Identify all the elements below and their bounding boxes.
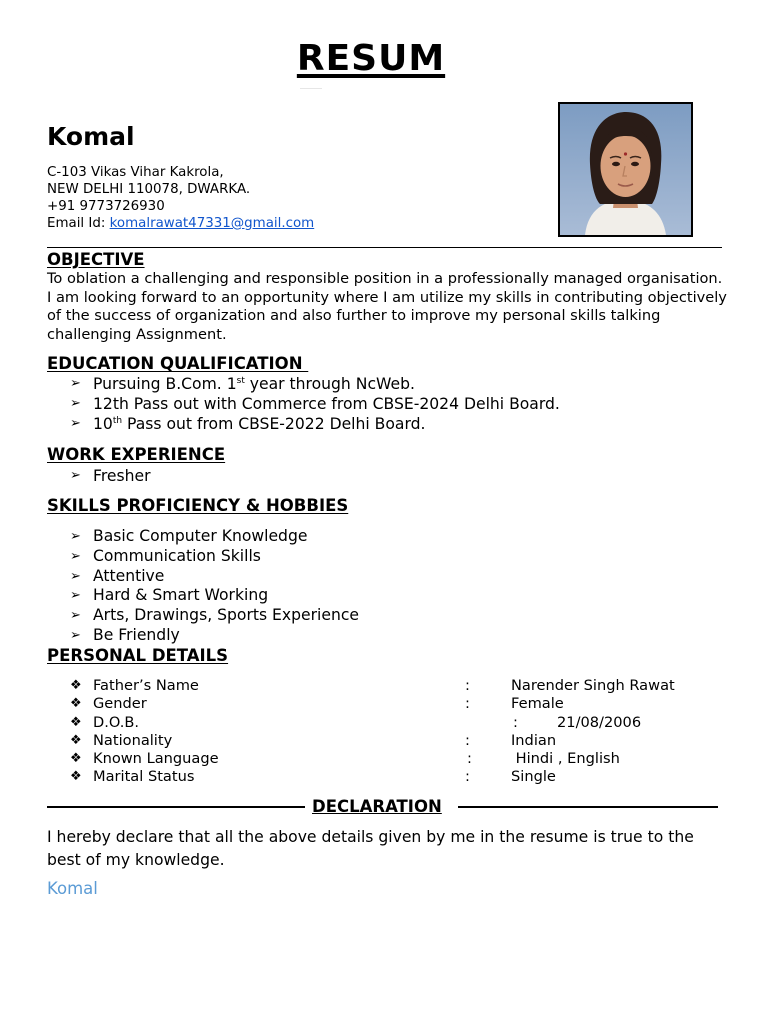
address-line-2: NEW DELHI 110078, DWARKA. bbox=[47, 182, 251, 197]
email-row bbox=[47, 215, 314, 232]
objective-text: To oblation a challenging and responsible position in a professionally managed organisation. I am looking forward to an opportunity where I am utilize my skills in contributing objectively of the success of organization and also further to improve my personal skills talking challenging Assignment. bbox=[47, 270, 727, 343]
diamond-bullet-icon: ❖ bbox=[70, 751, 82, 767]
personal-details-table bbox=[70, 677, 730, 787]
personal-heading: PERSONAL DETAILS bbox=[47, 646, 229, 665]
diamond-bullet-icon: ❖ bbox=[70, 696, 82, 712]
declaration-heading: DECLARATION bbox=[312, 797, 442, 816]
table-row: ❖ Known Language : Hindi , English bbox=[70, 750, 620, 768]
table-row: ❖ Gender : Female bbox=[70, 695, 564, 713]
objective-heading: OBJECTIVE bbox=[47, 250, 145, 269]
list-item: ➢ Basic Computer Knowledge bbox=[70, 527, 308, 545]
email-label: Email Id: bbox=[47, 216, 110, 231]
address-line-1: C-103 Vikas Vihar Kakrola, bbox=[47, 165, 224, 180]
education-list bbox=[70, 374, 560, 434]
table-row: ❖ D.O.B. : 21/08/2006 bbox=[70, 713, 642, 731]
profile-photo bbox=[558, 102, 693, 237]
arrow-bullet-icon: ➢ bbox=[70, 627, 81, 643]
arrow-bullet-icon: ➢ bbox=[70, 608, 81, 624]
arrow-bullet-icon: ➢ bbox=[70, 529, 81, 544]
table-row: ❖ Nationality : Indian bbox=[70, 731, 557, 749]
table-row: ❖ Marital Status : Single bbox=[70, 768, 556, 786]
diamond-bullet-icon: ❖ bbox=[70, 732, 82, 748]
table-row: ❖ Father’s Name : Narender Singh Rawat bbox=[70, 677, 675, 694]
list-item: ➢ 12th Pass out with Commerce from CBSE-2024 Delhi Board. bbox=[70, 395, 560, 413]
arrow-bullet-icon: ➢ bbox=[70, 396, 81, 411]
list-item: ➢ Be Friendly bbox=[70, 625, 180, 644]
list-item: ➢ Hard & Smart Working bbox=[70, 586, 269, 605]
arrow-bullet-icon: ➢ bbox=[70, 376, 81, 391]
diamond-bullet-icon: ❖ bbox=[70, 769, 82, 785]
list-item: ➢ Communication Skills bbox=[70, 546, 261, 565]
list-item: ➢ Arts, Drawings, Sports Experience bbox=[70, 606, 360, 625]
declaration-rule-right bbox=[458, 806, 718, 808]
list-item: ➢ Attentive bbox=[70, 566, 165, 585]
arrow-bullet-icon: ➢ bbox=[70, 588, 81, 604]
candidate-name: Komal bbox=[47, 122, 135, 151]
work-list bbox=[70, 466, 151, 486]
list-item: ➢ 10th Pass out from CBSE-2022 Delhi Board. bbox=[70, 415, 426, 433]
header-divider bbox=[47, 247, 722, 248]
work-heading: WORK EXPERIENCE bbox=[47, 445, 226, 464]
arrow-bullet-icon: ➢ bbox=[70, 468, 81, 483]
email-link[interactable]: komalrawat47331@gmail.com bbox=[109, 216, 315, 231]
declaration-text: I hereby declare that all the above details given by me in the resume is true to the best of my knowledge. bbox=[47, 828, 694, 869]
diamond-bullet-icon: ❖ bbox=[70, 714, 82, 730]
phone-number: +91 9773726930 bbox=[47, 199, 165, 214]
skills-heading: SKILLS PROFICIENCY & HOBBIES bbox=[47, 496, 349, 515]
portrait-image bbox=[560, 104, 691, 235]
contact-block bbox=[47, 164, 314, 232]
diamond-bullet-icon: ❖ bbox=[70, 678, 82, 693]
skills-list bbox=[70, 527, 359, 646]
arrow-bullet-icon: ➢ bbox=[70, 568, 81, 584]
list-item: ➢ Fresher bbox=[70, 467, 151, 485]
resume-title: RESUM bbox=[296, 38, 446, 79]
title-divider bbox=[300, 88, 322, 89]
education-heading: EDUCATION QUALIFICATION bbox=[47, 354, 309, 373]
arrow-bullet-icon: ➢ bbox=[70, 416, 81, 431]
declaration-rule-left bbox=[47, 806, 305, 808]
arrow-bullet-icon: ➢ bbox=[70, 548, 81, 564]
signature: Komal bbox=[47, 879, 98, 898]
list-item: ➢ Pursuing B.Com. 1st year through NcWeb. bbox=[70, 375, 415, 393]
